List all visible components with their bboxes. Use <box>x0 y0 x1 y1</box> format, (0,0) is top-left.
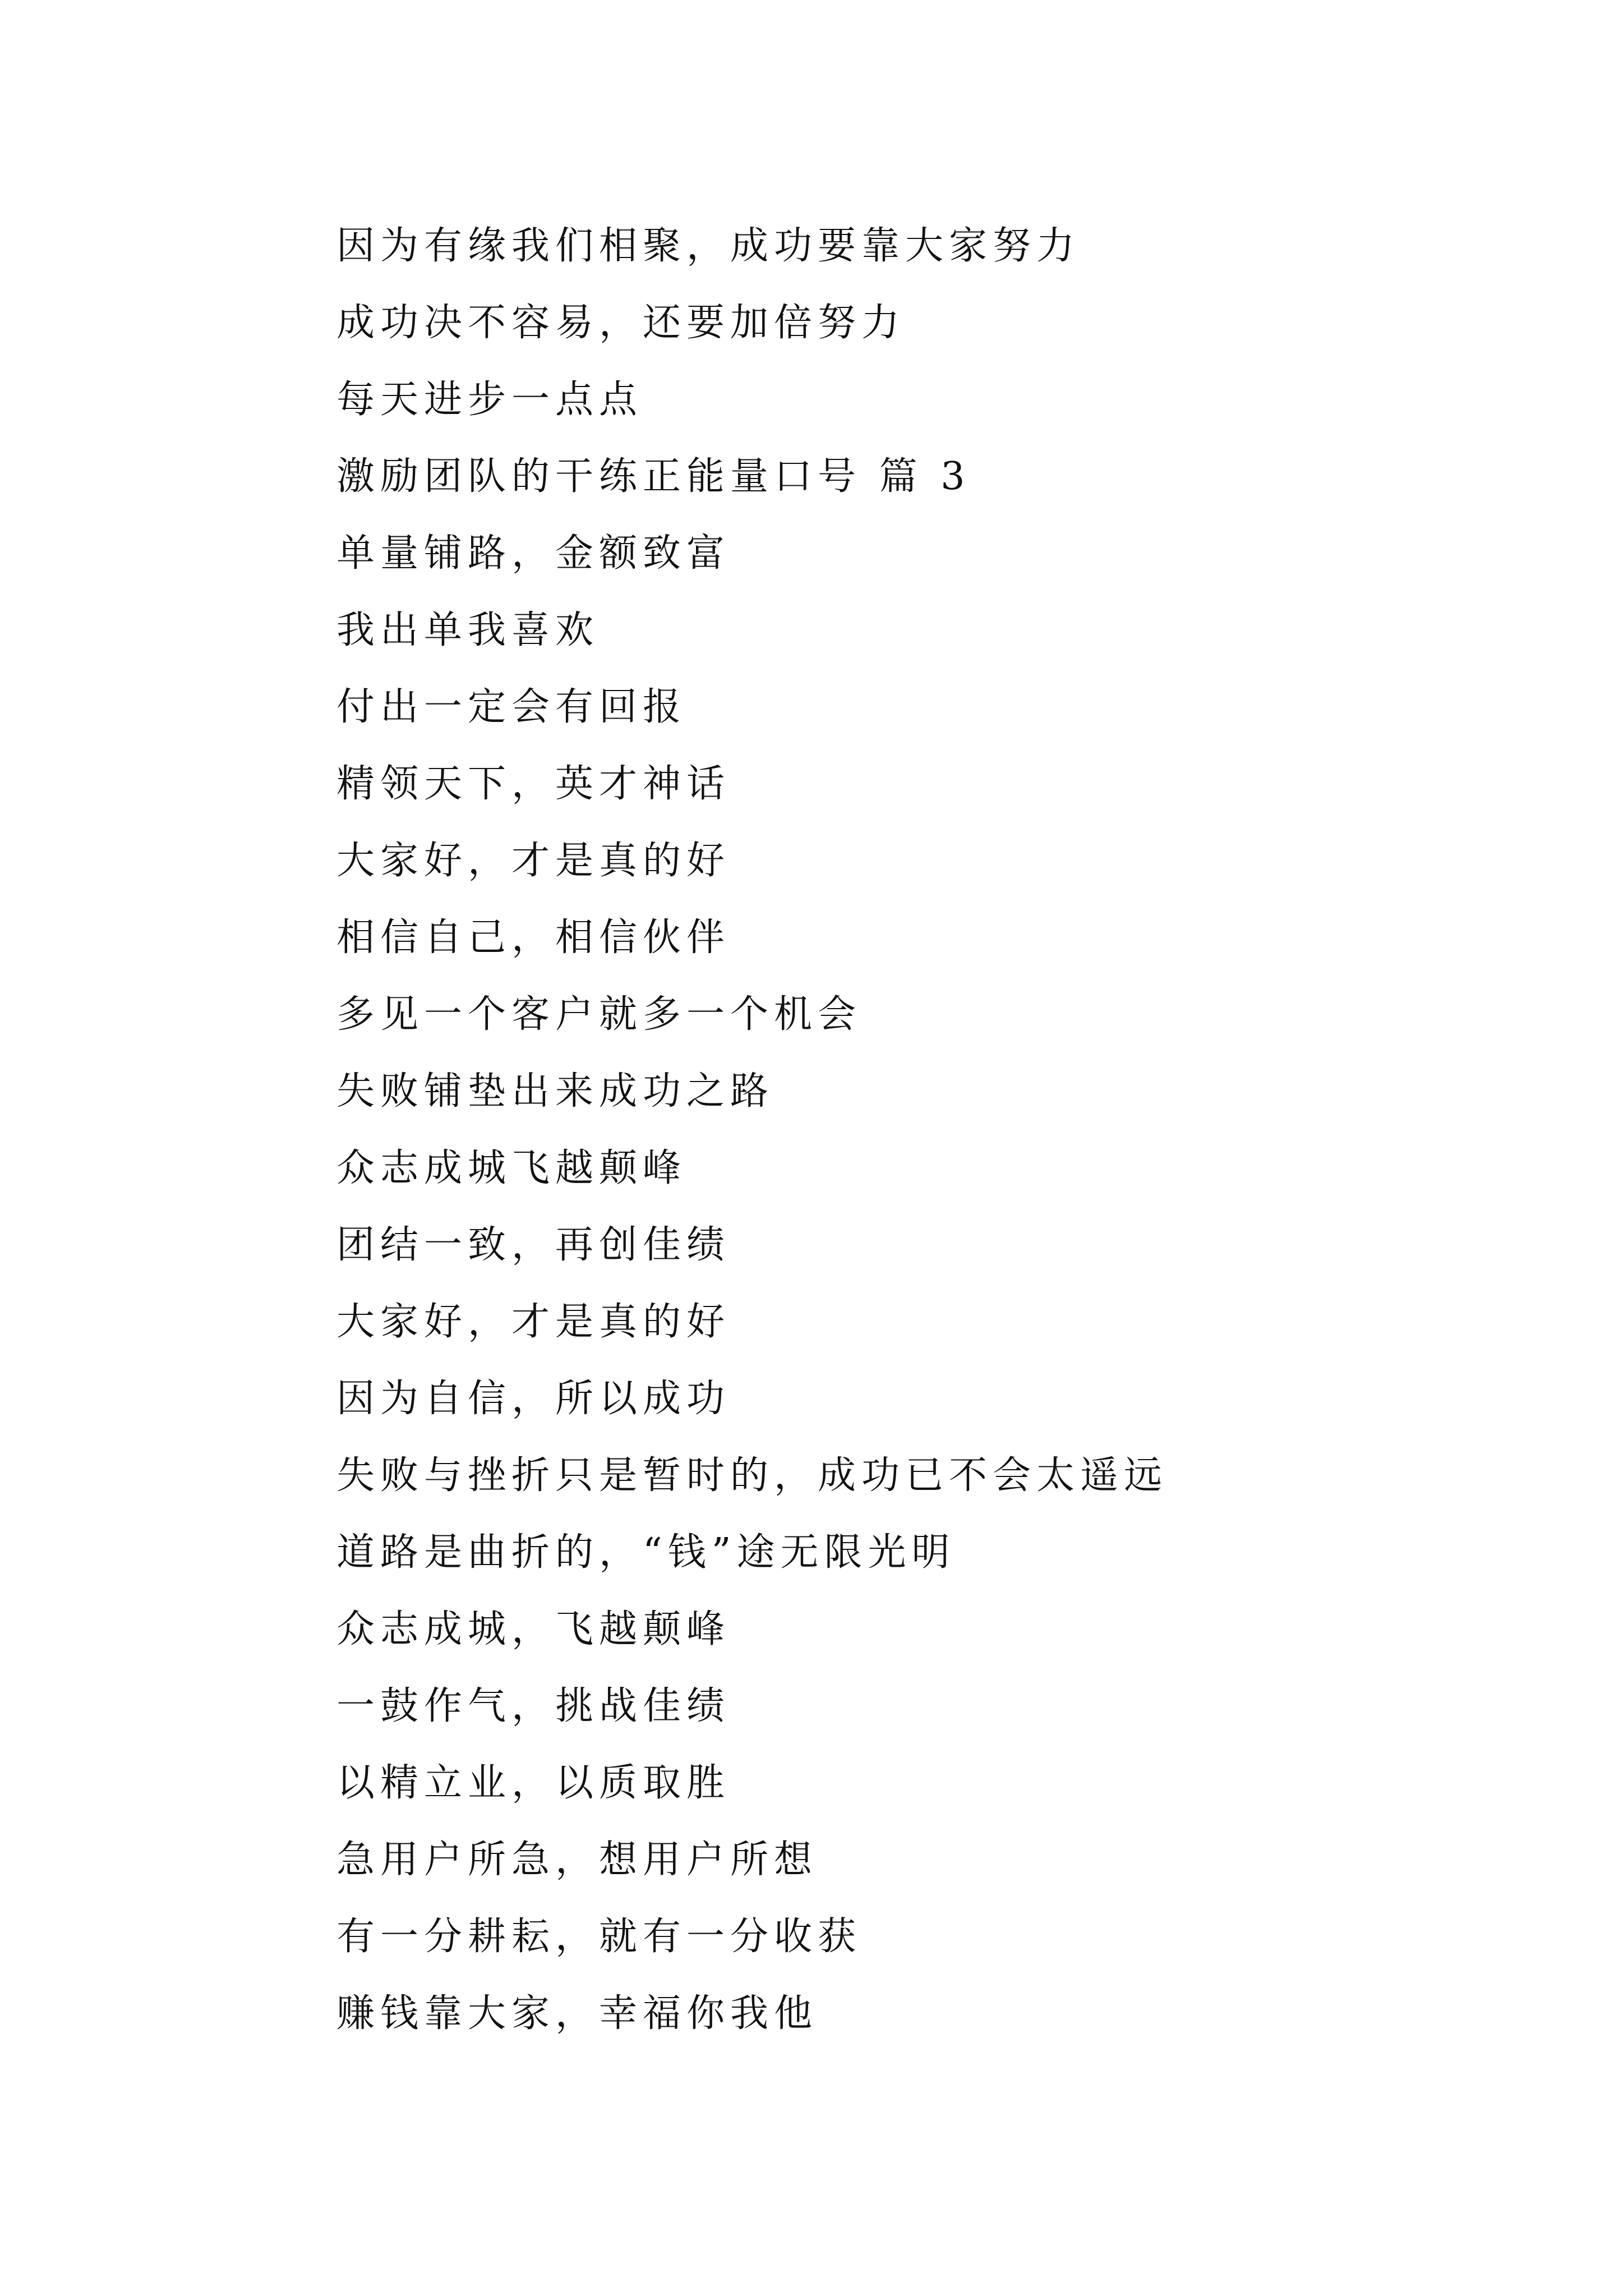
slogan-line: 赚钱靠大家，幸福你我他 <box>336 1991 818 2036</box>
slogan-line: 团结一致，再创佳绩 <box>336 1223 731 1267</box>
slogan-line: 一鼓作气，挑战佳绩 <box>336 1684 731 1728</box>
slogan-line: 每天进步一点点 <box>336 378 643 422</box>
slogan-line: 众志成城飞越颠峰 <box>336 1146 687 1190</box>
slogan-line: 成功决不容易，还要加倍努力 <box>336 301 906 345</box>
slogan-line: 失败铺垫出来成功之路 <box>336 1069 774 1114</box>
slogan-line: 失败与挫折只是暂时的，成功已不会太遥远 <box>336 1453 1168 1498</box>
slogan-line: 因为自信，所以成功 <box>336 1377 731 1421</box>
slogan-list <box>336 208 1570 2052</box>
slogan-line: 道路是曲折的，“钱”途无限光明 <box>336 1530 956 1575</box>
slogan-line: 相信自己，相信伙伴 <box>336 915 731 960</box>
slogan-line: 众志成城，飞越颠峰 <box>336 1607 731 1651</box>
slogan-line: 我出单我喜欢 <box>336 608 600 652</box>
slogan-line: 因为有缘我们相聚，成功要靠大家努力 <box>336 224 1081 268</box>
slogan-line: 付出一定会有回报 <box>336 685 687 729</box>
slogan-line: 以精立业，以质取胜 <box>336 1761 731 1805</box>
slogan-line: 大家好，才是真的好 <box>336 839 731 883</box>
slogan-line: 大家好，才是真的好 <box>336 1300 731 1344</box>
slogan-line: 急用户所急，想用户所想 <box>336 1838 818 1882</box>
slogan-line: 有一分耕耘，就有一分收获 <box>336 1915 862 1959</box>
section-heading: 激励团队的干练正能量口号 篇 3 <box>336 454 971 499</box>
slogan-line: 单量铺路，金额致富 <box>336 531 731 576</box>
slogan-line: 精领天下，英才神话 <box>336 762 731 806</box>
slogan-line: 多见一个客户就多一个机会 <box>336 992 862 1037</box>
